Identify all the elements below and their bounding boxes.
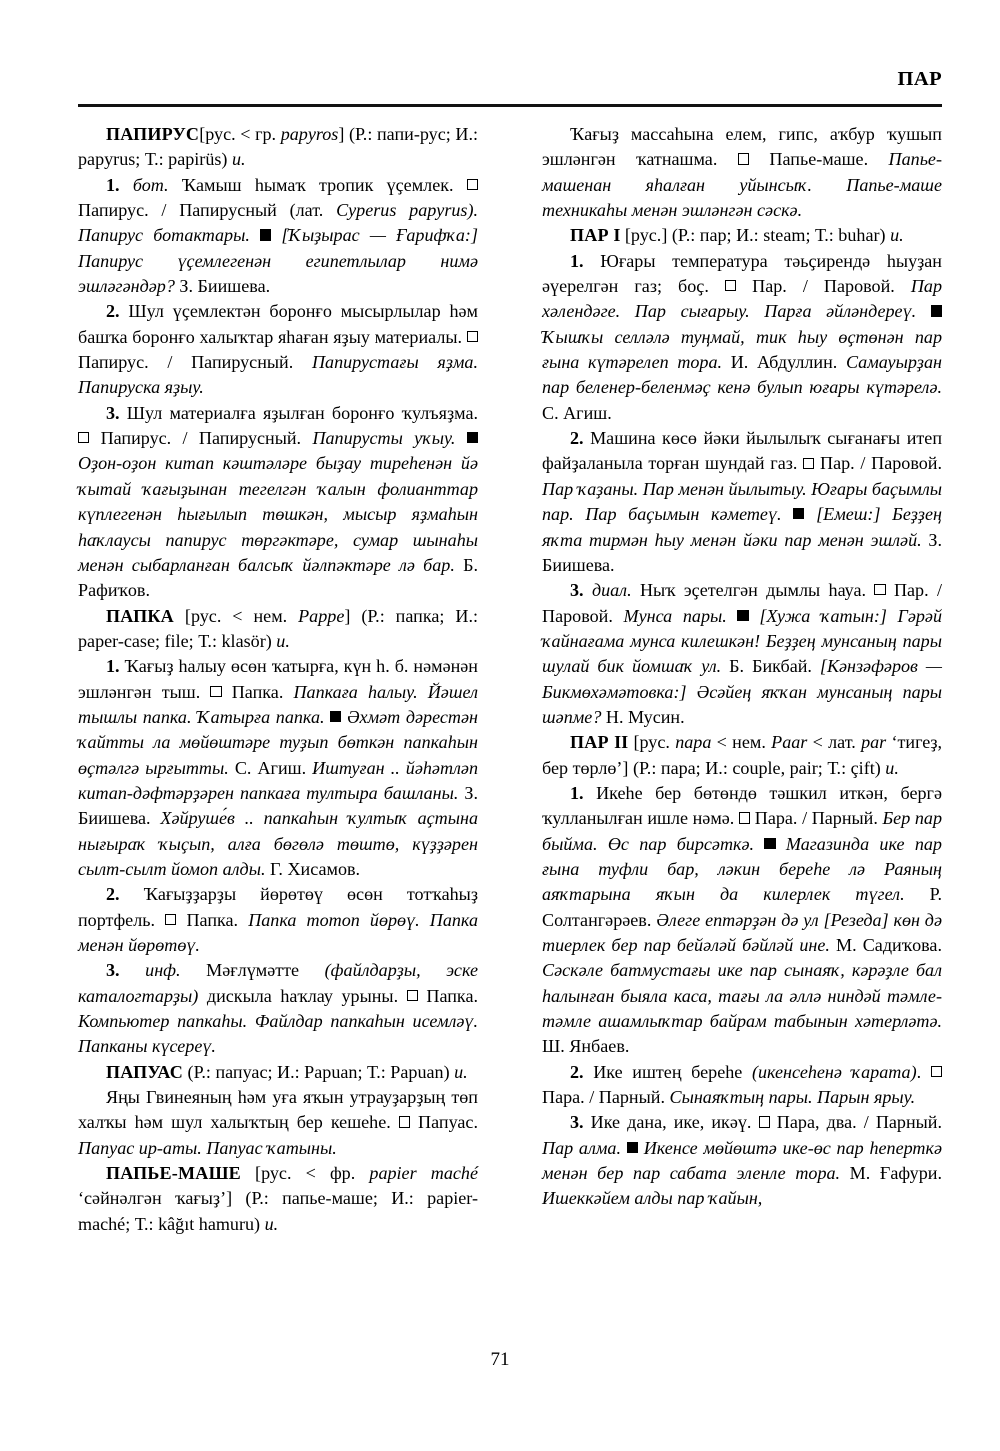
sense-number: 3. bbox=[106, 402, 120, 423]
open-square-icon bbox=[165, 914, 176, 925]
citation-source: З. Биишева. bbox=[542, 529, 942, 575]
translation: Папирус. / Папирусный. bbox=[78, 352, 312, 373]
citation-source: Б. Бикбай. bbox=[721, 656, 812, 677]
sense-number: 1. bbox=[570, 250, 584, 271]
entry-par-2-head bbox=[542, 730, 942, 781]
filled-square-icon bbox=[931, 305, 942, 316]
sense-number: 2. bbox=[570, 428, 584, 449]
citation: Әхмәт дәрестән ҡайтты ла мөйөштәре туҙып бөткән папкаһын өҫтәлгә ырғытты. bbox=[78, 706, 478, 778]
sense-1 bbox=[542, 249, 942, 426]
headword: ПАПИРУС bbox=[106, 124, 200, 144]
definition-rest: . bbox=[916, 1061, 931, 1082]
open-square-icon bbox=[739, 812, 750, 823]
citation: Магазинда ике пар ғына туфли бар, ләкин береһе лә Раяның аяҡтарына яҡын да килерлек түгел. bbox=[542, 833, 942, 905]
part-of-speech: и. bbox=[264, 1213, 279, 1234]
part-of-speech: и. bbox=[890, 225, 904, 246]
translation: Папье-маше. bbox=[749, 149, 889, 170]
translation-examples: Папье-машенан яһалған уйынсыҡ. Папье-маше техникаһы менән эшләнгән сәскә. bbox=[542, 149, 942, 221]
running-head: ПАР bbox=[897, 68, 942, 90]
entry-par-1-head bbox=[542, 223, 942, 248]
definition: Ике иштең береһе bbox=[583, 1061, 752, 1082]
translation-examples: Папка тотоп йөрөү. Папка менән йөрөтөү. bbox=[78, 909, 478, 955]
etymology-open: [рус. < фр. bbox=[240, 1163, 370, 1184]
definition-rest: дискыла һаҡлау урыны. bbox=[198, 985, 407, 1006]
definition: Икеһе бер бөтөндө тәшкил иткән, бергә ҡулланылған ишле нәмә. bbox=[542, 782, 942, 829]
citation-source: С. Агиш. bbox=[228, 757, 307, 778]
citation: [Ҡыҙырас — Ғарифҡа:] Папирус үҫемлегенән египетлылар нимә эшләгәндәр? bbox=[78, 225, 478, 297]
citation-2: Ишеккәйем алды пар ҡайын, bbox=[542, 1188, 763, 1209]
definition: Яңы Гвинеяның һәм уға яҡын утрауҙарҙың төп халҡы һәм шул халыҡтың бер кешеһе. bbox=[78, 1087, 478, 1133]
left-column bbox=[78, 122, 478, 1312]
translation: Пара. / Парный. bbox=[542, 1087, 670, 1108]
translation-examples: Cyperus papyrus). Папирус ботактары. bbox=[78, 200, 479, 246]
citation-source-2: Н. Мусин. bbox=[601, 706, 685, 727]
right-column bbox=[542, 122, 942, 1312]
citation-2: Әлеге ептәрҙән дә ул [Резеда] көн дә тиерлек бер пар бейәләй бәйләй ине. bbox=[542, 909, 942, 955]
etymon: papier maché bbox=[369, 1163, 478, 1184]
citation-source: З. Биишева. bbox=[174, 276, 271, 297]
sense-number: 2. bbox=[106, 884, 120, 905]
translation-examples: Папуас ир-аты. Папуас ҡатыны. bbox=[78, 1137, 337, 1158]
citation: [Хужа ҡатын:] Гәрәй ҡайнағама мунса килешкән! Беҙҙең мунсаның пары шулай бик йомшаҡ ул. bbox=[542, 605, 942, 677]
sense-3 bbox=[78, 958, 478, 1059]
etymon: пара bbox=[675, 732, 712, 753]
entry-papie-mashe-continuation bbox=[542, 122, 942, 223]
headword: ПАР bbox=[570, 732, 609, 753]
filled-square-icon bbox=[330, 711, 341, 722]
entry-papie-mashe-head bbox=[78, 1161, 478, 1237]
open-square-icon bbox=[467, 179, 478, 190]
open-square-icon bbox=[738, 153, 749, 164]
etymology-close: ‘сәйнәлгән ҡағыҙ’] (Р.: папье-маше; И.: papier-maché; Т.: kâğıt hamuru) bbox=[78, 1188, 478, 1234]
open-square-icon bbox=[931, 1066, 942, 1077]
translation-examples: Компьютер папкаһы. Файлдар папкаһын исемләү. Папканы күсереү. bbox=[78, 1011, 478, 1057]
usage-label: инф. bbox=[145, 960, 181, 981]
definition: Ике дана, ике, икәү. bbox=[583, 1112, 759, 1133]
citation-source: Р. Солтангәрәев. bbox=[542, 884, 942, 930]
citation: [Емеш:] Беҙҙең яҡта тирмән һыу менән йәки пар менән эшләй. bbox=[542, 504, 942, 550]
definition-parenthetical: (файлдарҙы, эске каталогтарҙы) bbox=[78, 960, 478, 1006]
etymon: Pappe bbox=[298, 605, 345, 626]
translation: Пара. / Парный. bbox=[750, 808, 883, 829]
sense-2 bbox=[78, 299, 478, 400]
definition: Ҡағыҙ һалыу өсөн ҡатырға, күн һ. б. нәмәнән эшләнгән тыш. bbox=[78, 656, 478, 702]
citation-3: Сәскәле батмустағы ике пар сынаяҡ, кәрәҙле бал һалынған быяла каса, тағы ла әллә ниндәй тәмле-тәмле ашамлыҡтар байрам табынын хәтерләтә. bbox=[542, 960, 942, 1032]
etymology-close: ‘тигеҙ, бер төрлө’] (Р.: пара; И.: couple, pair; Т.: çift) bbox=[542, 732, 942, 778]
definition: Юғары температура тәьҫирендә һыуҙан әүерелгән газ; боҫ. bbox=[542, 250, 942, 297]
usage-label: диал. bbox=[591, 580, 632, 601]
etymon-3: par bbox=[861, 732, 887, 753]
sense-number: 2. bbox=[570, 1061, 584, 1082]
definition: Ныҡ эҫетелгән дымлы һауа. bbox=[631, 580, 875, 601]
translation-examples: Бер пар быйма. Өс пар бирсәткә. bbox=[542, 808, 942, 854]
definition: Ҡағыҙ массаһына елем, гипс, аҡбур ҡушып эшләнгән ҡатнашма. bbox=[542, 124, 942, 170]
citation-2: [Кәнзәфәров — Бикмөхәмәтовка:] Әсәйең яҡҡан мунсаның пары шәпме? bbox=[542, 656, 942, 727]
translation: Папка. bbox=[221, 681, 294, 702]
sense-1 bbox=[78, 654, 478, 882]
citation: Ҡышҡы селләлә туңмай, тик һыу өҫтөнән пар ғына күтәрелеп тора. bbox=[542, 326, 942, 373]
sense-1 bbox=[542, 781, 942, 1060]
sense-number: 3. bbox=[106, 960, 120, 981]
translation-examples: Мунса пары. bbox=[623, 605, 727, 626]
part-of-speech: и. bbox=[454, 1061, 468, 1082]
etymology-close: [рус.] (Р.: пар; И.: steam; Т.: buhar) bbox=[620, 225, 891, 246]
citation-source-2: С. Агиш. bbox=[542, 402, 612, 423]
definition: Мәғлүмәтте bbox=[180, 960, 325, 981]
etymology-open: [рус. < гр. bbox=[199, 124, 281, 144]
sense-number: 3. bbox=[570, 580, 584, 601]
definition: Шул үҫемлектән боронғо мысырлылар һәм башҡа боронғо халыҡтар яһаған яҙыу материалы. bbox=[78, 301, 478, 347]
citation-3: Хәйруше́в .. папкаһын ҡултыҡ аҫтына нығыраҡ ҡыҫып, алға бөгөлә төштө, күҙҙәрен сылт-сылт йомоп алды. bbox=[78, 808, 478, 879]
homograph-numeral: I bbox=[608, 225, 621, 246]
translation: Папка. bbox=[417, 985, 478, 1006]
translation: Пара, два. / Парный. bbox=[769, 1112, 943, 1133]
citation-source: М. Ғафури. bbox=[840, 1163, 942, 1184]
usage-label: бот. bbox=[132, 174, 169, 195]
sense-3 bbox=[542, 1110, 942, 1211]
etymology-close: ] (Р.: папи-рус; И.: papyrus; Т.: papirüs) bbox=[78, 124, 478, 170]
sense-single bbox=[78, 1085, 478, 1161]
translation: Папирус. / Папирусный. bbox=[89, 428, 313, 449]
citation-source-2: М. Садиҡова. bbox=[829, 935, 942, 955]
etymology-open: [рус. < нем. bbox=[173, 605, 299, 626]
open-square-icon bbox=[725, 280, 736, 291]
headword: ПАР bbox=[570, 225, 609, 246]
text-columns bbox=[78, 122, 942, 1312]
translation-examples: Пар хәлендәге. Пар сығарыу. Парға әйләндереү. bbox=[542, 276, 943, 322]
sense-2 bbox=[542, 1060, 942, 1111]
etymon: papyros bbox=[280, 124, 339, 144]
translation: Папирус. / Папирусный (лат. bbox=[78, 200, 337, 221]
open-square-icon bbox=[803, 458, 814, 469]
sense-3 bbox=[542, 578, 942, 730]
translation-examples: Пар ҡаҙаны. Пар менән йылытыу. Юғары баҫымлы пар. Пар баҫымын кәметеү. bbox=[542, 478, 942, 525]
etymology-open: [рус. bbox=[628, 732, 676, 753]
etymology-mid-2: < лат. bbox=[807, 732, 862, 753]
sense-number: 3. bbox=[570, 1112, 584, 1133]
definition: Машина көсө йәки йылылыҡ сығанағы итеп файҙаланыла торған шундай газ. bbox=[542, 428, 942, 474]
headword: ПАПЬЕ-МАШЕ bbox=[106, 1163, 241, 1184]
headword: ПАПКА bbox=[106, 605, 174, 626]
filled-square-icon bbox=[467, 432, 478, 443]
translation: Пар. / Паровой. bbox=[542, 580, 942, 626]
open-square-icon bbox=[78, 432, 89, 443]
header-rule bbox=[78, 104, 942, 107]
translation: Пар. / Паровой. bbox=[814, 453, 942, 474]
translation-examples: Сынаяҡтың пары. Парын ярыу. bbox=[669, 1087, 916, 1108]
translation-examples: Папирустағы яҙма. Папируска яҙыу. bbox=[78, 352, 478, 398]
page-number: 71 bbox=[490, 1349, 510, 1370]
translation: Пар. / Паровой. bbox=[736, 276, 911, 297]
entry-papuas-head bbox=[78, 1060, 478, 1085]
definition: Шул материалға яҙылған боронғо ҡулъяҙма. bbox=[119, 402, 478, 423]
translation: Папка. bbox=[176, 909, 249, 930]
filled-square-icon bbox=[260, 229, 271, 240]
citation-source-2: З. Биишева. bbox=[78, 782, 478, 829]
translation: Папуас. bbox=[410, 1112, 478, 1133]
filled-square-icon bbox=[627, 1142, 638, 1153]
sense-2 bbox=[78, 882, 478, 958]
citation: Икенсе мөйөштә ике-өс пар һеперткә менән бер пар сабата эленле тора. bbox=[542, 1137, 942, 1184]
citation: Оҙон-оҙон китап кәштәләре быҙау тиреһенән йә ҡытай ҡағыҙынан тегелгән ҡалын фолианттар күплегенән һығылып төшкән, мысыр яҙмаһын һаҡлаусы папирус төргәктәре, сумар шынаһы менән сыбарланған балсыҡ йәлпәктәре лә бар. bbox=[78, 453, 478, 575]
sense-number: 1. bbox=[106, 656, 120, 677]
etymology-close: ] (Р.: папка; И.: paper-case; file; Т.: klasör) bbox=[78, 605, 478, 651]
sense-number: 2. bbox=[106, 301, 120, 322]
definition: Ҡағыҙҙарҙы йөрөтөү өсөн тотҡаһыҙ портфель. bbox=[78, 884, 478, 930]
etymology-mid: < нем. bbox=[711, 732, 772, 753]
open-square-icon bbox=[874, 584, 885, 595]
sense-2 bbox=[542, 426, 942, 578]
open-square-icon bbox=[407, 990, 418, 1001]
open-square-icon bbox=[399, 1116, 410, 1127]
citation-source-3: Ш. Янбаев. bbox=[542, 1036, 630, 1057]
open-square-icon bbox=[467, 331, 478, 342]
part-of-speech: и. bbox=[231, 149, 246, 170]
etymon-2: Paar bbox=[771, 732, 808, 753]
citation-source-3: Г. Хисамов. bbox=[265, 858, 361, 879]
entry-papka-head bbox=[78, 604, 478, 655]
part-of-speech: и. bbox=[276, 630, 290, 651]
translation-examples: Папкаға һалыу. Йәшел тышлы папка. Ҡатырға папка. bbox=[78, 681, 478, 727]
homograph-numeral: II bbox=[608, 732, 629, 753]
definition: Ҡамыш һымаҡ тропик үҫемлек. bbox=[168, 174, 467, 195]
sense-3 bbox=[78, 401, 478, 604]
translation-examples: Пар алма. bbox=[542, 1137, 621, 1158]
citation-source: Б. Рафиҡов. bbox=[78, 554, 478, 601]
etymology-close: (Р.: папуас; И.: Papuan; Т.: Papuan) bbox=[183, 1061, 455, 1082]
open-square-icon bbox=[210, 686, 221, 697]
part-of-speech: и. bbox=[885, 757, 899, 778]
filled-square-icon bbox=[764, 838, 775, 849]
sense-number: 1. bbox=[106, 174, 120, 195]
translation-examples: Папирусты уҡыу. bbox=[312, 428, 456, 449]
filled-square-icon bbox=[737, 610, 748, 621]
citation-source: И. Абдуллин. bbox=[722, 352, 838, 373]
filled-square-icon bbox=[793, 508, 804, 519]
citation-2: Иштуған .. йәһәтләп китап-дәфтәрҙәрен папкаға тултыра башланы. bbox=[78, 757, 478, 803]
headword: ПАПУАС bbox=[106, 1061, 184, 1082]
entry-papirus-head bbox=[78, 122, 478, 173]
open-square-icon bbox=[759, 1116, 770, 1127]
sense-1 bbox=[78, 173, 478, 300]
definition-parenthetical: (икенсеһенә ҡарата) bbox=[751, 1061, 917, 1082]
citation-2: Самауырҙан пар беленер-беленмәҫ кенә булып юғары күтәрелә. bbox=[542, 352, 942, 398]
sense-number: 1. bbox=[570, 782, 584, 803]
